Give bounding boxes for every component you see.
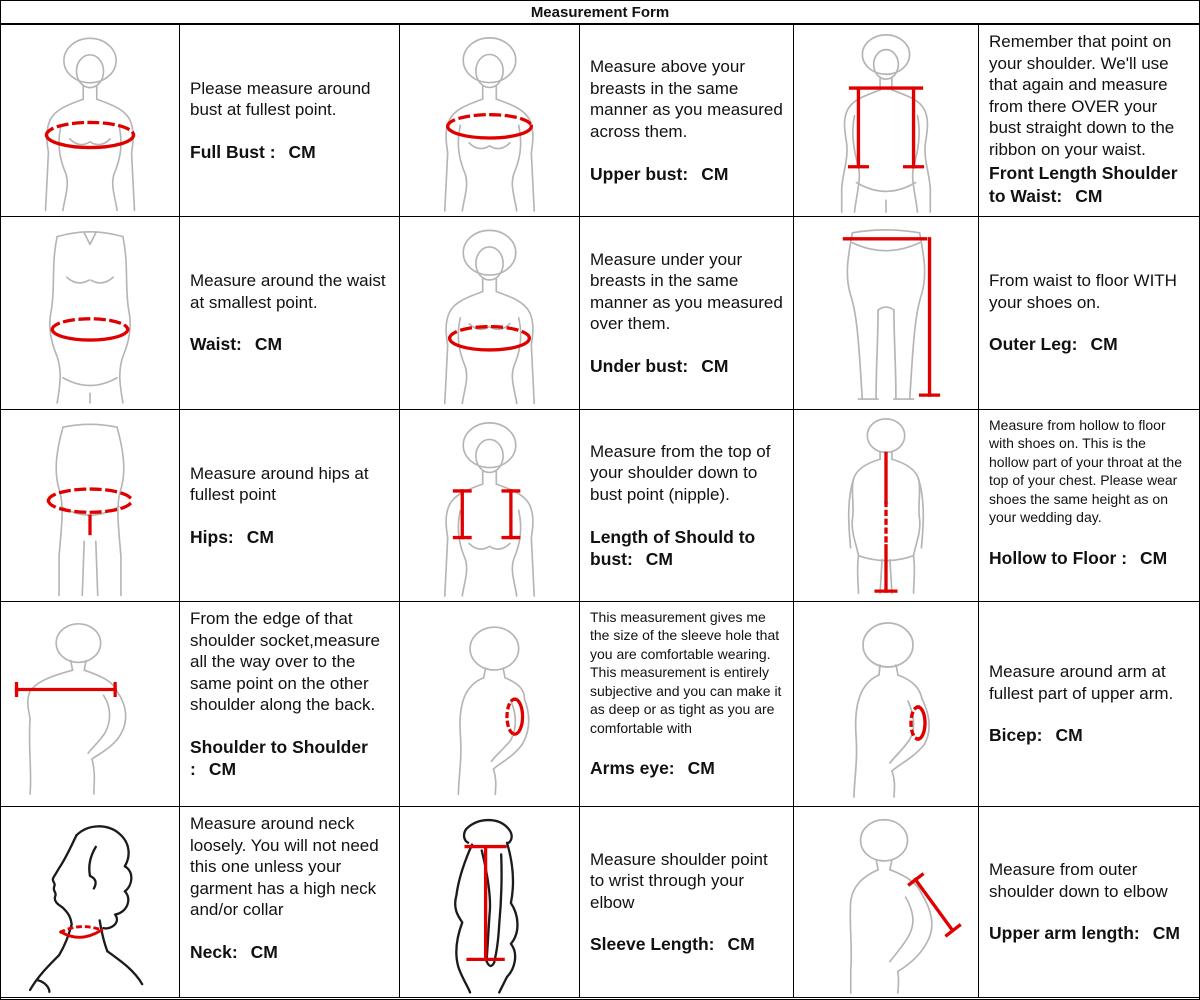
upper-bust-label: Upper bust:	[590, 163, 689, 184]
front-length-cell	[979, 25, 1199, 217]
upper-bust-cell	[580, 25, 794, 217]
full-bust-description: Please measure around bust at fullest point.	[190, 78, 371, 120]
shoulder-to-bust-figure	[400, 410, 580, 602]
sleeve-length-cell	[580, 807, 794, 998]
waist-description: Measure around the waist at smallest point.	[190, 271, 386, 312]
front-length-unit: CM	[1075, 185, 1103, 206]
arms-eye-description: This measurement gives me the size of the sleeve hole that you are comfortable wearing. This measurement is entirely subjective and you can make it as deep or as tight as you are comfortable with	[590, 609, 782, 736]
shoulder-to-shoulder-label: Shoulder to Shoulder :	[190, 736, 368, 780]
shoulder-to-bust-cell	[580, 410, 794, 602]
shoulder-to-shoulder-unit: CM	[208, 759, 237, 780]
bicep-unit: CM	[1055, 725, 1083, 746]
bicep-label: Bicep:	[989, 725, 1043, 746]
shoulder-to-shoulder-cell	[180, 602, 400, 807]
measurement-table	[1, 25, 1199, 998]
bicep-description: Measure around arm at fullest part of upper arm.	[989, 662, 1174, 703]
hollow-to-floor-cell	[979, 410, 1199, 602]
waist-unit: CM	[254, 334, 283, 355]
upper-bust-description: Measure above your breasts in the same manner as you measured across them.	[590, 57, 783, 141]
neck-figure	[1, 807, 180, 998]
front-length-label: Front Length Shoulder to Waist:	[989, 163, 1178, 206]
bicep-figure	[794, 602, 979, 807]
hips-description: Measure around hips at fullest point	[190, 463, 369, 505]
shoulder-to-bust-label: Length of Should to bust:	[590, 526, 756, 569]
neck-label: Neck:	[190, 941, 238, 962]
arms-eye-cell	[580, 602, 794, 807]
under-bust-description: Measure under your breasts in the same manner as you measured over them.	[590, 249, 783, 334]
upper-arm-length-figure	[794, 807, 979, 998]
full-bust-cell	[180, 25, 400, 217]
page-title: Measurement Form	[1, 1, 1199, 25]
hollow-to-floor-unit: CM	[1140, 547, 1168, 568]
under-bust-cell	[580, 217, 794, 410]
waist-cell	[180, 217, 400, 410]
sleeve-length-description: Measure shoulder point to wrist through your elbow	[590, 849, 768, 912]
waist-label: Waist:	[190, 334, 242, 355]
hollow-to-floor-label: Hollow to Floor :	[989, 547, 1128, 568]
bicep-cell	[979, 602, 1199, 807]
arms-eye-figure	[400, 602, 580, 807]
hollow-to-floor-description: Measure from hollow to floor with shoes on. This is the hollow part of your throat at the top of your chest. Please wear shoes the same height as on your wedding day.	[989, 417, 1182, 526]
shoulder-to-shoulder-figure	[1, 602, 180, 807]
sleeve-length-figure	[400, 807, 580, 998]
neck-description: Measure around neck loosely. You will not need this one unless your garment has a high neck and/or collar	[190, 814, 379, 920]
outer-leg-unit: CM	[1090, 334, 1118, 355]
full-bust-label: Full Bust :	[190, 141, 276, 162]
hips-unit: CM	[246, 526, 274, 547]
outer-leg-cell	[979, 217, 1199, 410]
outer-leg-label: Outer Leg:	[989, 334, 1078, 355]
neck-unit: CM	[250, 941, 278, 962]
outer-leg-figure	[794, 217, 979, 410]
sleeve-length-label: Sleeve Length:	[590, 934, 715, 955]
full-bust-unit: CM	[288, 141, 316, 162]
hips-figure	[1, 410, 180, 602]
hollow-to-floor-figure	[794, 410, 979, 602]
upper-arm-length-description: Measure from outer shoulder down to elbow	[989, 860, 1168, 901]
upper-arm-length-label: Upper arm length:	[989, 923, 1140, 944]
shoulder-to-bust-description: Measure from the top of your shoulder down to bust point (nipple).	[590, 441, 771, 505]
shoulder-to-shoulder-description: From the edge of that shoulder socket,measure all the way over to the same point on the other shoulder along the back.	[190, 609, 380, 715]
upper-arm-length-unit: CM	[1152, 923, 1180, 944]
neck-cell	[180, 807, 400, 998]
upper-bust-figure	[400, 25, 580, 217]
sleeve-length-unit: CM	[727, 934, 755, 955]
outer-leg-description: From waist to floor WITH your shoes on.	[989, 271, 1177, 312]
front-length-figure	[794, 25, 979, 217]
full-bust-figure	[1, 25, 180, 217]
under-bust-figure	[400, 217, 580, 410]
arms-eye-unit: CM	[687, 758, 715, 779]
upper-arm-length-cell	[979, 807, 1199, 998]
upper-bust-unit: CM	[701, 163, 729, 184]
under-bust-unit: CM	[701, 356, 729, 377]
under-bust-label: Under bust:	[590, 356, 689, 377]
waist-figure	[1, 217, 180, 410]
front-length-description: Remember that point on your shoulder. We'll use that again and measure from there OVER your bust straight down to the ribbon on your waist.	[989, 32, 1175, 159]
hips-label: Hips:	[190, 526, 234, 547]
hips-cell	[180, 410, 400, 602]
shoulder-to-bust-unit: CM	[645, 548, 673, 569]
arms-eye-label: Arms eye:	[590, 758, 675, 779]
